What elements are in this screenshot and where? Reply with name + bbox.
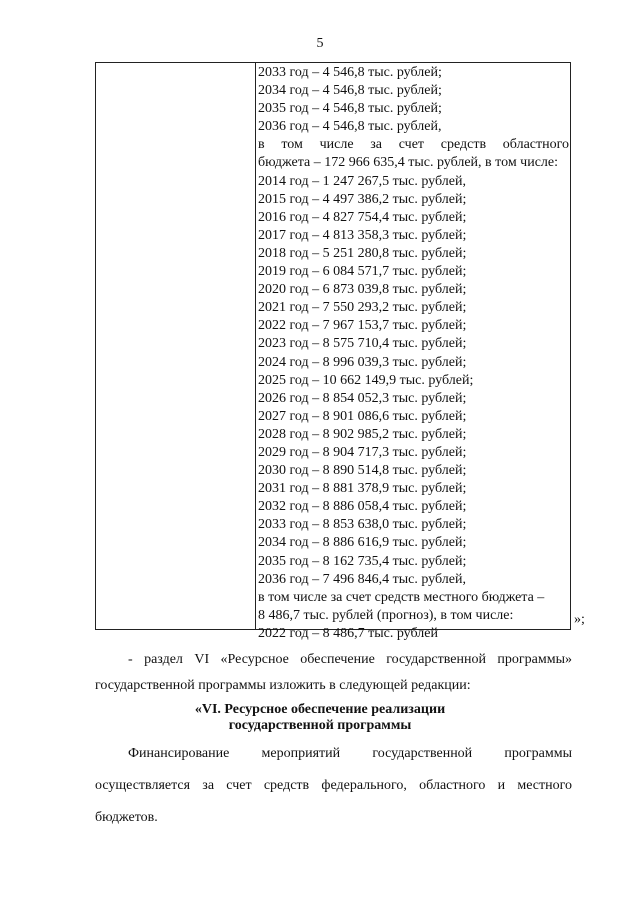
section-heading-line1: «VI. Ресурсное обеспечение реализации bbox=[194, 702, 446, 717]
table-line: 2034 год – 8 886 616,9 тыс. рублей; bbox=[258, 535, 467, 551]
table-line: 2014 год – 1 247 267,5 тыс. рублей, bbox=[258, 173, 466, 189]
table-line: 2030 год – 8 890 514,8 тыс. рублей; bbox=[258, 463, 467, 479]
table-line: 2016 год – 4 827 754,4 тыс. рублей; bbox=[258, 209, 467, 225]
table-line: 2015 год – 4 497 386,2 тыс. рублей; bbox=[258, 191, 467, 207]
table-line: 2020 год – 6 873 039,8 тыс. рублей; bbox=[258, 282, 467, 298]
table-line: бюджета – 172 966 635,4 тыс. рублей, в том числе: bbox=[258, 155, 559, 171]
closing-quote: »; bbox=[574, 612, 585, 627]
table-column-divider bbox=[255, 63, 256, 629]
table-line: 2024 год – 8 996 039,3 тыс. рублей; bbox=[258, 354, 467, 370]
table-line: 2033 год – 4 546,8 тыс. рублей; bbox=[258, 65, 442, 80]
amendment-paragraph-line1: - раздел VI «Ресурсное обеспечение государственной программы» bbox=[128, 652, 572, 667]
table-line: 2036 год – 7 496 846,4 тыс. рублей, bbox=[258, 571, 466, 587]
table-line: 2027 год – 8 901 086,6 тыс. рублей; bbox=[258, 408, 467, 424]
table-line: 2034 год – 4 546,8 тыс. рублей; bbox=[258, 83, 442, 99]
body-paragraph-line3: бюджетов. bbox=[95, 810, 158, 825]
section-heading-line2: государственной программы bbox=[228, 718, 412, 733]
table-line: 2018 год – 5 251 280,8 тыс. рублей; bbox=[258, 245, 467, 261]
table-line: 2028 год – 8 902 985,2 тыс. рублей; bbox=[258, 426, 467, 442]
body-paragraph-line2: осуществляется за счет средств федерального, областного и местного bbox=[95, 778, 572, 793]
table-line: в том числе за счет средств местного бюджета – bbox=[258, 589, 545, 605]
table-line: 2019 год – 6 084 571,7 тыс. рублей; bbox=[258, 264, 467, 280]
table-line: 2036 год – 4 546,8 тыс. рублей, bbox=[258, 119, 442, 135]
table-line: 2029 год – 8 904 717,3 тыс. рублей; bbox=[258, 444, 467, 460]
funding-table bbox=[95, 62, 571, 641]
table-line: 2022 год – 7 967 153,7 тыс. рублей; bbox=[258, 318, 467, 334]
table-line: 8 486,7 тыс. рублей (прогноз), в том числе: bbox=[258, 607, 514, 623]
table-line: 2021 год – 7 550 293,2 тыс. рублей; bbox=[258, 300, 467, 316]
table-line: 2033 год – 8 853 638,0 тыс. рублей; bbox=[258, 517, 467, 533]
table-line: 2026 год – 8 854 052,3 тыс. рублей; bbox=[258, 390, 467, 406]
page-number: 5 bbox=[316, 36, 324, 51]
table-line: 2017 год – 4 813 358,3 тыс. рублей; bbox=[258, 227, 467, 243]
table-line: 2032 год – 8 886 058,4 тыс. рублей; bbox=[258, 499, 467, 515]
table-line: 2035 год – 4 546,8 тыс. рублей; bbox=[258, 101, 442, 117]
amendment-paragraph-line2: государственной программы изложить в следующей редакции: bbox=[95, 678, 471, 693]
table-line: в том числе за счет средств областного bbox=[258, 137, 569, 153]
funding-table-text-cell bbox=[258, 64, 569, 643]
table-line: 2022 год – 8 486,7 тыс. рублей bbox=[258, 625, 438, 641]
table-line: 2023 год – 8 575 710,4 тыс. рублей; bbox=[258, 336, 467, 352]
table-line: 2031 год – 8 881 378,9 тыс. рублей; bbox=[258, 481, 467, 497]
body-paragraph-line1: Финансирование мероприятий государственной программы bbox=[128, 746, 572, 761]
table-line: 2025 год – 10 662 149,9 тыс. рублей; bbox=[258, 372, 474, 388]
table-line: 2035 год – 8 162 735,4 тыс. рублей; bbox=[258, 553, 467, 569]
